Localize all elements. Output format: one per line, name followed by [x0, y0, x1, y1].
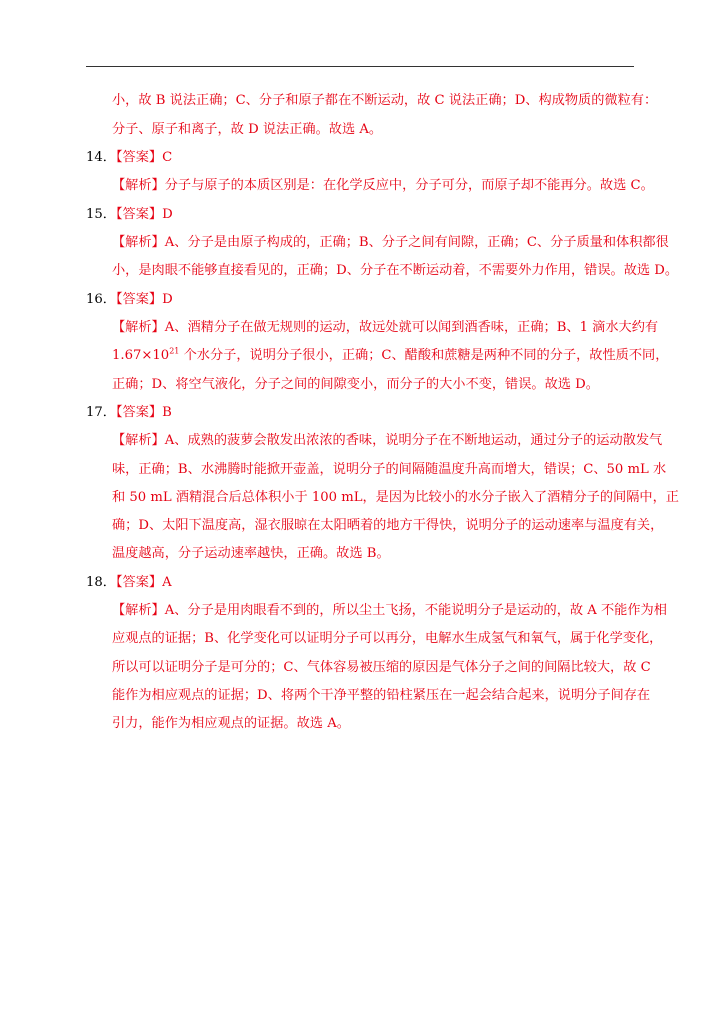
question-number: 15．: [86, 207, 116, 222]
question-18-explanation-1: 【解析】A、分子是用肉眼看不到的，所以尘土飞扬，不能说明分子是运动的，故 A 不能作为相: [112, 603, 667, 618]
question-17-explanation-2: 味，正确；B、水沸腾时能掀开壶盖，说明分子的间隔随温度升高而增大，错误；C、50 mL 水: [112, 462, 667, 477]
question-18-explanation-5: 引力，能作为相应观点的证据。故选 A。: [112, 716, 350, 731]
intro-line-1: 小，故 B 说法正确；C、分子和原子都在不断运动，故 C 说法正确；D、构成物质的微粒有：: [112, 93, 658, 108]
question-18-explanation-2: 应观点的证据；B、化学变化可以证明分子可以再分，电解水生成氢气和氧气，属于化学变化，: [112, 631, 663, 646]
question-14-explanation-1: 【解析】分子与原子的本质区别是：在化学反应中，分子可分，而原子却不能再分。故选 C。: [112, 178, 654, 193]
intro-line-2: 分子、原子和离子，故 D 说法正确。故选 A。: [112, 122, 383, 137]
question-17-explanation-1: 【解析】A、成熟的菠萝会散发出浓浓的香味，说明分子在不断地运动，通过分子的运动散发气: [112, 433, 663, 448]
question-16-answer-row: [86, 291, 173, 309]
question-14-answer-row: [86, 149, 172, 167]
question-16-explanation-1: 【解析】A、酒精分子在做无规则的运动，故远处就可以闻到酒香味，正确；B、1 滴水大约有: [112, 320, 659, 335]
question-18-explanation-4: 能作为相应观点的证据；D、将两个干净平整的铅柱紧压在一起会结合起来，说明分子间存在: [112, 688, 651, 703]
question-18-explanation-3: 所以可以证明分子是可分的；C、气体容易被压缩的原因是气体分子之间的间隔比较大，故 C: [112, 660, 651, 675]
question-16-explanation-2: [112, 347, 668, 365]
question-15-answer-row: [86, 206, 173, 224]
exponent: 21: [169, 346, 180, 356]
answer-label: 【答案】A: [115, 575, 172, 590]
answer-label: 【答案】B: [115, 405, 172, 420]
question-17-explanation-3: 和 50 mL 酒精混合后总体积小于 100 mL，是因为比较小的水分子嵌入了酒精分子的间隔中，正: [112, 490, 679, 505]
question-number: 16．: [86, 292, 116, 307]
scientific-number: 1.67×10: [112, 348, 170, 363]
explanation-text: 个水分子，说明分子很小，正确；C、醋酸和蔗糖是两种不同的分子，故性质不同，: [179, 348, 669, 363]
header-rule: [86, 66, 634, 67]
question-17-explanation-4: 确；D、太阳下温度高，湿衣服晾在太阳晒着的地方干得快，说明分子的运动速率与温度有关，: [112, 518, 664, 533]
answer-label: 【答案】D: [115, 207, 173, 222]
question-number: 17．: [86, 405, 116, 420]
question-15-explanation-2: 小，是肉眼不能够直接看见的，正确；D、分子在不断运动着，不需要外力作用，错误。故选 D。: [112, 263, 679, 278]
question-18-answer-row: [86, 574, 172, 592]
answer-label: 【答案】C: [115, 150, 173, 165]
question-16-explanation-3: 正确；D、将空气液化，分子之间的间隙变小，而分子的大小不变，错误。故选 D。: [112, 377, 599, 392]
question-number: 14．: [86, 150, 116, 165]
question-15-explanation-1: 【解析】A、分子是由原子构成的，正确；B、分子之间有间隙，正确；C、分子质量和体积都很: [112, 235, 669, 250]
question-number: 18．: [86, 575, 116, 590]
question-17-explanation-5: 温度越高，分子运动速率越快，正确。故选 B。: [112, 546, 390, 561]
question-17-answer-row: [86, 404, 172, 422]
answer-label: 【答案】D: [115, 292, 173, 307]
